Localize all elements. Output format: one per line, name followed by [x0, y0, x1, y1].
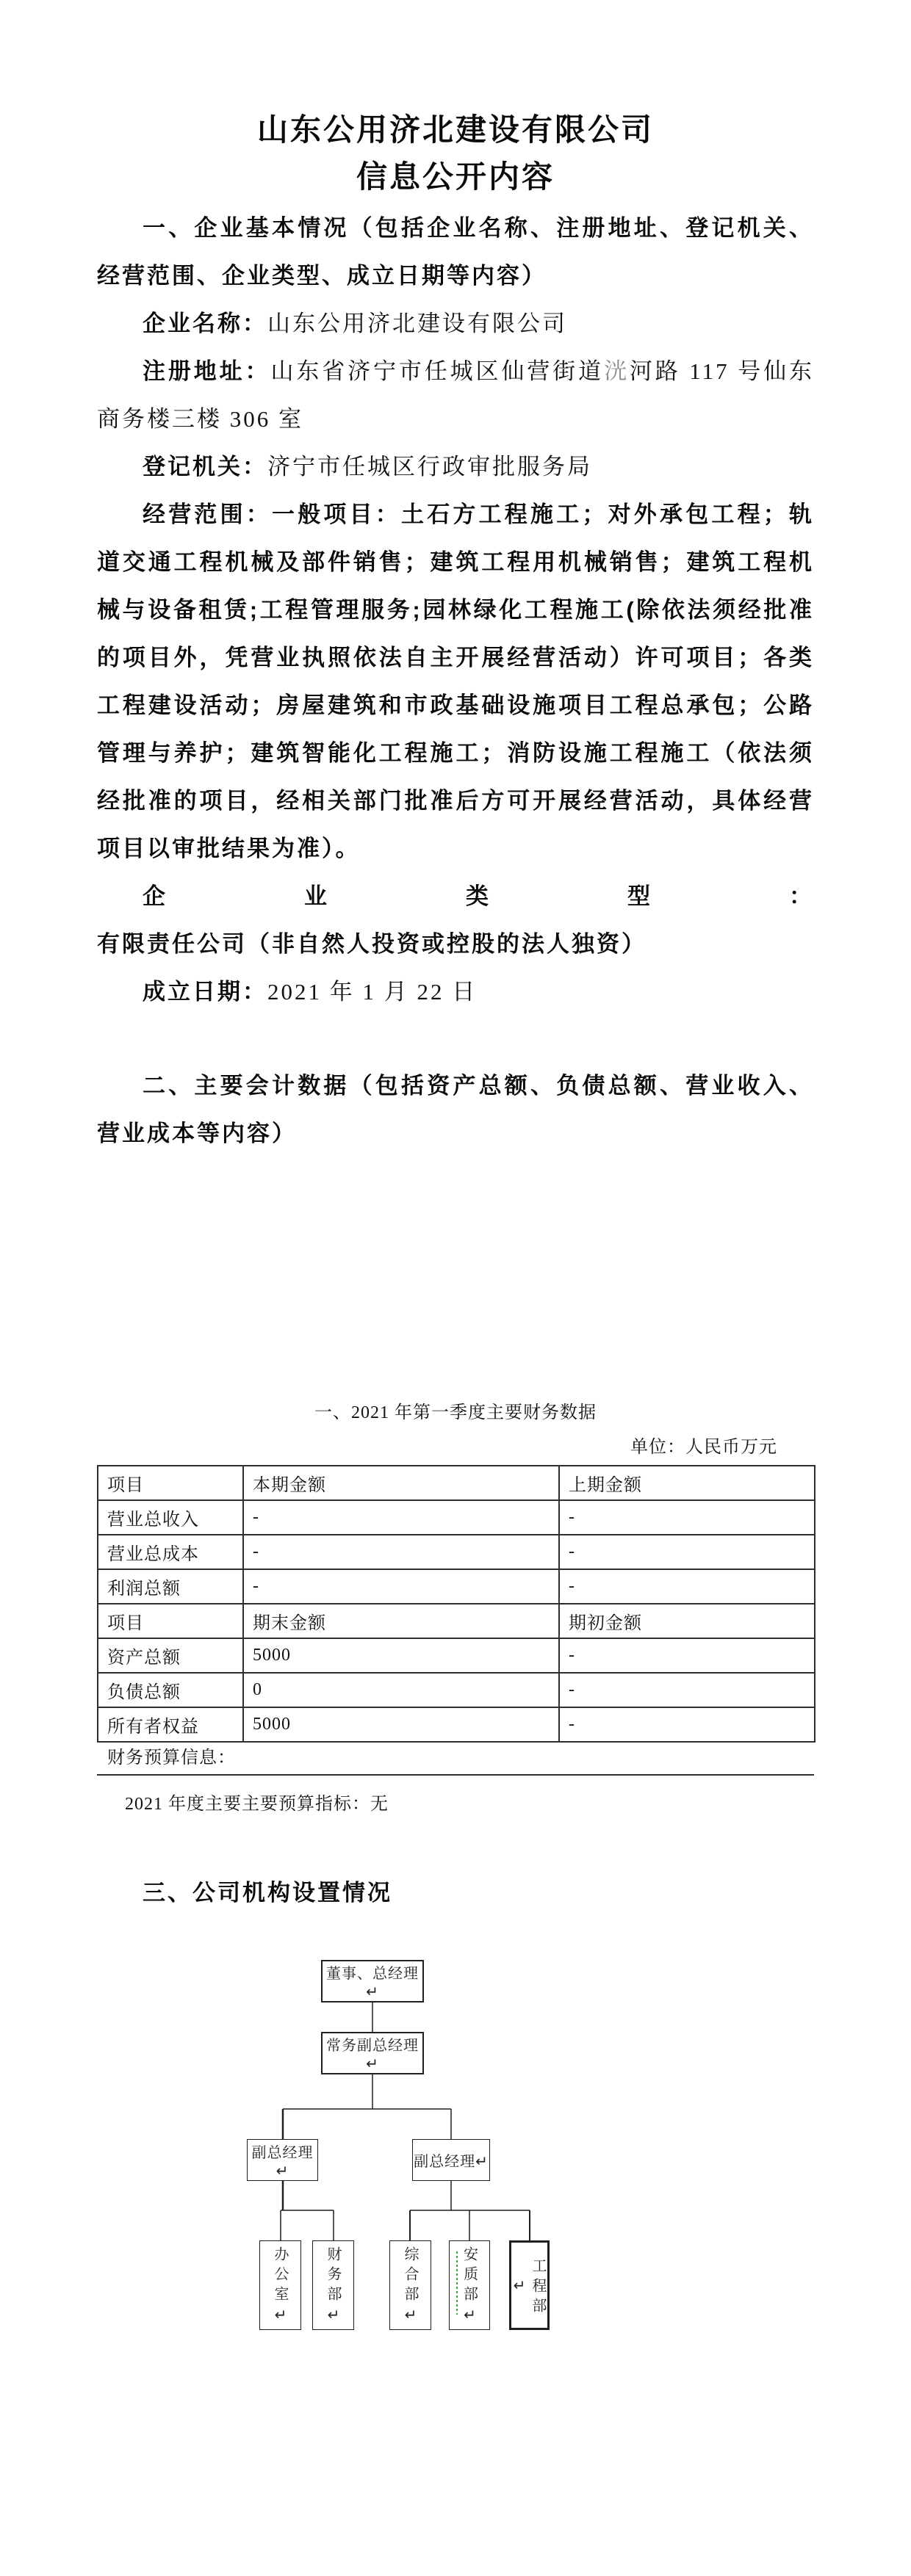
- section2-heading: 二、主要会计数据（包括资产总额、负债总额、营业收入、营业成本等内容）: [97, 1073, 814, 1146]
- org-chart: [0, 1939, 911, 2409]
- org-box-dept-finance: 财务部↵: [312, 2240, 354, 2330]
- cell-label: 负债总额: [98, 1673, 243, 1707]
- type-label: 企业类型：: [143, 883, 814, 909]
- company-name-value: 山东公用济北建设有限公司: [267, 311, 567, 336]
- cell-value: -: [559, 1673, 815, 1707]
- cell-label: 所有者权益: [98, 1707, 243, 1742]
- table-row: [98, 1535, 815, 1569]
- table-row: [98, 1638, 815, 1673]
- spellcheck-squiggle: [456, 2251, 458, 2315]
- founded-label: 成立日期：: [143, 979, 267, 1005]
- company-name-label: 企业名称：: [143, 311, 267, 336]
- cell-value: 0: [243, 1673, 559, 1707]
- org-box-dept-engineering: 工程部↵: [509, 2240, 550, 2330]
- financial-table: [97, 1465, 815, 1743]
- header-cell-previous: 上期金额: [559, 1466, 815, 1500]
- header-cell-period-end: 期末金额: [243, 1604, 559, 1638]
- header-cell-current: 本期金额: [243, 1466, 559, 1500]
- field-company-name: [97, 300, 814, 347]
- org-box-deputy-gm-left: 副总经理↵: [247, 2139, 318, 2181]
- financial-footer-label: 财务预算信息：: [97, 1741, 814, 1776]
- dept-safety-label: 安质部↵: [461, 2246, 478, 2329]
- section2-body: [97, 1062, 814, 1157]
- cell-value: -: [559, 1500, 815, 1535]
- cell-label: 资产总额: [98, 1638, 243, 1673]
- field-registered-address: [97, 347, 814, 443]
- org-box-deputy-gm-right: 副总经理↵: [412, 2139, 490, 2181]
- table-row: [98, 1707, 815, 1742]
- registry-label: 登记机关：: [143, 454, 267, 480]
- cell-value: -: [559, 1535, 815, 1569]
- table-row: [98, 1569, 815, 1604]
- page-title: 山东公用济北建设有限公司: [256, 112, 654, 147]
- org-box-dept-office: 办公室↵: [259, 2240, 301, 2330]
- cell-value: -: [243, 1569, 559, 1604]
- cell-value: -: [243, 1500, 559, 1535]
- cell-label: 营业总收入: [98, 1500, 243, 1535]
- table-row: [98, 1500, 815, 1535]
- scope-label: 经营范围：: [143, 502, 272, 527]
- founded-value: 2021 年 1 月 22 日: [267, 979, 478, 1005]
- cell-label: 营业总成本: [98, 1535, 243, 1569]
- scope-value: 一般项目：土石方工程施工；对外承包工程；轨道交通工程机械及部件销售；建筑工程用机械销售；建筑工程机械与设备租赁;工程管理服务;园林绿化工程施工(除依法须经批准的项目外，凭营业执照依法自主开展经营活动）许可项目；各类工程建设活动；房屋建筑和市政基础设施项目工程总承包；公路管理与养护；建筑智能化工程施工；消防设施工程施工（依法须经批准的项目，经相关部门批准后方可开展经营活动，具体经营项目以审批结果为准）。: [97, 502, 814, 861]
- cell-value: -: [559, 1569, 815, 1604]
- cell-value: -: [559, 1707, 815, 1742]
- field-company-type: [97, 872, 814, 968]
- cell-value: -: [243, 1535, 559, 1569]
- cell-value: 5000: [243, 1638, 559, 1673]
- field-founded-date: [97, 968, 814, 1016]
- header-cell-item: 项目: [98, 1466, 243, 1500]
- cell-label: 利润总额: [98, 1569, 243, 1604]
- org-box-executive-deputy-gm: 常务副总经理↵: [321, 2032, 424, 2074]
- address-label: 注册地址：: [143, 358, 271, 384]
- budget-note: 2021 年度主要主要预算指标：无: [125, 1795, 389, 1814]
- org-box-dept-general: 综合部↵: [389, 2240, 431, 2330]
- registry-value: 济宁市任城区行政审批服务局: [267, 454, 592, 480]
- org-box-director-gm: 董事、总经理↵: [321, 1960, 424, 2002]
- field-registry-authority: [97, 443, 814, 491]
- header-cell-item2: 项目: [98, 1604, 243, 1638]
- section1-body: [97, 204, 814, 1016]
- address-value-prefix: 山东省济宁市任城区仙营街道: [270, 358, 604, 384]
- table-row: [98, 1673, 815, 1707]
- financial-unit-note: 单位：人民币万元: [630, 1438, 777, 1457]
- cell-value: -: [559, 1638, 815, 1673]
- field-business-scope: [97, 491, 814, 872]
- type-value: 有限责任公司（非自然人投资或控股的法人独资）: [97, 931, 647, 957]
- header-cell-period-start: 期初金额: [559, 1604, 815, 1638]
- table-header-row-2: [98, 1604, 815, 1638]
- address-value-suffix: 河路 117 号仙东商务楼三楼 306 室: [97, 358, 815, 432]
- financial-table-title: 一、2021 年第一季度主要财务数据: [314, 1403, 597, 1422]
- page-subtitle: 信息公开内容: [356, 159, 555, 194]
- section3-heading: 三、公司机构设置情况: [143, 1880, 392, 1906]
- org-box-dept-safety-quality: [449, 2240, 490, 2330]
- address-value-gray-char: 洸: [603, 358, 630, 384]
- cell-value: 5000: [243, 1707, 559, 1742]
- table-header-row: [98, 1466, 815, 1500]
- section1-heading: 一、企业基本情况（包括企业名称、注册地址、登记机关、经营范围、企业类型、成立日期等内容）: [97, 215, 814, 289]
